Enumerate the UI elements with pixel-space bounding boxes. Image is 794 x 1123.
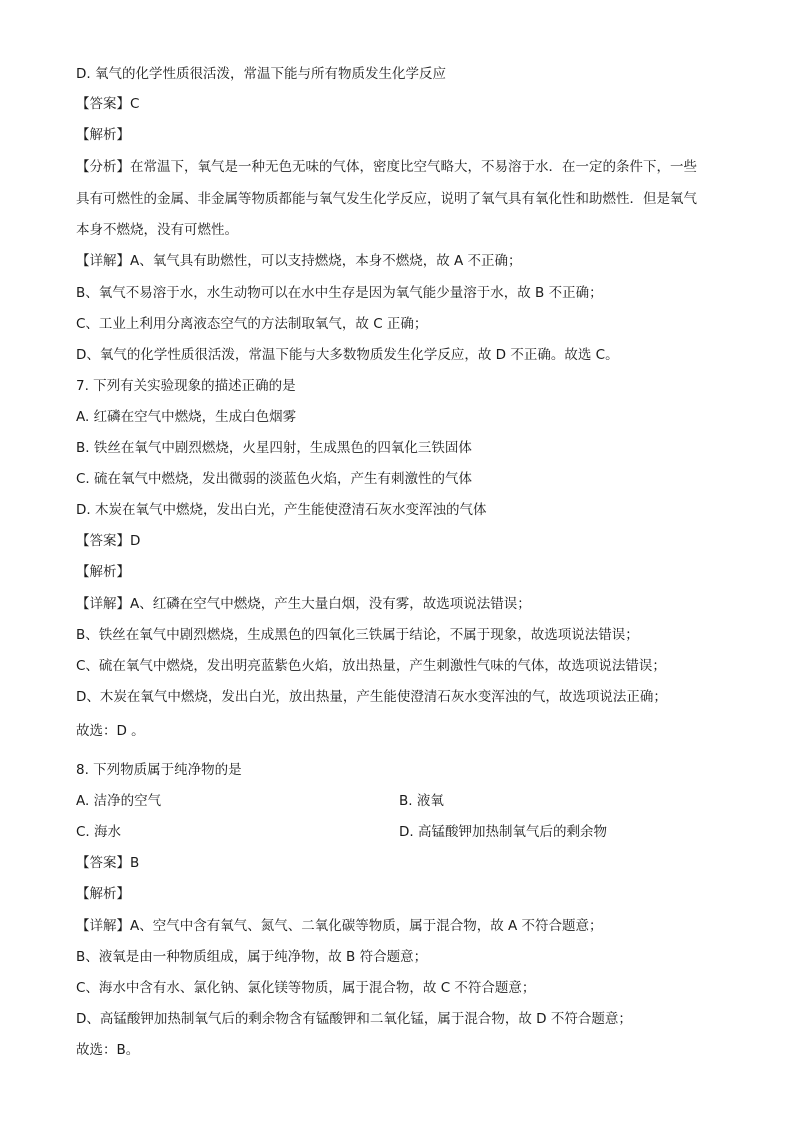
q8-detail-a [76,916,603,936]
answer-value: D [130,533,141,549]
q6-fenxi-line-3: 本身不燃烧，没有可燃性。 [76,222,238,238]
detail-text: A、空气中含有氧气、氮气、二氧化碳等物质，属于混合物，故 A 不符合题意； [130,918,603,934]
detail-text: A、红磷在空气中燃烧，产生大量白烟，没有雾，故选项说法错误； [130,596,531,612]
q7-option-c: C. 硫在氧气中燃烧，发出微弱的淡蓝色火焰，产生有刺激性的气体 [76,471,473,487]
q8-stem: 8. 下列物质属于纯净物的是 [76,762,242,778]
q6-option-d: D. 氧气的化学性质很活泼，常温下能与所有物质发生化学反应 [76,66,446,82]
q8-analysis-tag: 【解析】 [76,886,130,902]
answer-tag: 【答案】 [76,855,130,871]
fenxi-text: 在常温下，氧气是一种无色无味的气体，密度比空气略大，不易溶于水．在一定的条件下，一些 [130,159,697,175]
q8-conclusion: 故选：B。 [76,1042,140,1058]
answer-value: C [130,96,140,112]
detail-text: A、氧气具有助燃性，可以支持燃烧，本身不燃烧，故 A 不正确； [130,253,522,269]
fenxi-tag: 【分析】 [76,159,130,175]
q7-conclusion: 故选：D 。 [76,723,145,739]
detail-tag: 【详解】 [76,253,130,269]
q6-answer [76,94,139,114]
q7-detail-c: C、硫在氧气中燃烧，发出明亮蓝紫色火焰，放出热量，产生刺激性气味的气体，故选项说法错误； [76,658,666,674]
q7-stem: 7. 下列有关实验现象的描述正确的是 [76,378,296,394]
q6-detail-a [76,251,522,271]
answer-tag: 【答案】 [76,533,130,549]
q7-detail-b: B、铁丝在氧气中剧烈燃烧，生成黑色的四氧化三铁属于结论，不属于现象，故选项说法错误； [76,627,639,643]
q7-detail-d: D、木炭在氧气中燃烧，发出白光，放出热量，产生能使澄清石灰水变浑浊的气，故选项说法正确； [76,689,667,705]
answer-value: B [130,855,140,871]
q7-analysis-tag: 【解析】 [76,564,130,580]
q7-answer [76,531,140,551]
q6-fenxi-line-1 [76,157,697,177]
q6-detail-d: D、氧气的化学性质很活泼，常温下能与大多数物质发生化学反应，故 D 不正确。故选 C。 [76,347,619,363]
q8-option-d: D. 高锰酸钾加热制氧气后的剩余物 [399,824,607,840]
q8-option-b: B. 液氧 [399,793,444,809]
q6-fenxi-line-2: 具有可燃性的金属、非金属等物质都能与氧气发生化学反应，说明了氧气具有氧化性和助燃性．但是氧气 [76,191,697,207]
q6-detail-c: C、工业上利用分离液态空气的方法制取氧气，故 C 正确； [76,316,428,332]
q8-detail-c: C、海水中含有水、氯化钠、氯化镁等物质，属于混合物，故 C 不符合题意； [76,980,536,996]
q6-detail-b: B、氧气不易溶于水，水生动物可以在水中生存是因为氧气能少量溶于水，故 B 不正确； [76,285,603,301]
q8-answer [76,853,139,873]
q6-analysis-tag: 【解析】 [76,127,130,143]
detail-tag: 【详解】 [76,596,130,612]
q8-detail-d: D、高锰酸钾加热制氧气后的剩余物含有锰酸钾和二氧化锰，属于混合物，故 D 不符合题意； [76,1011,632,1027]
q8-option-c: C. 海水 [76,824,122,840]
answer-tag: 【答案】 [76,96,130,112]
q7-option-b: B. 铁丝在氧气中剧烈燃烧，火星四射，生成黑色的四氧化三铁固体 [76,440,472,456]
detail-tag: 【详解】 [76,918,130,934]
q7-option-a: A. 红磷在空气中燃烧，生成白色烟雾 [76,409,297,425]
q7-option-d: D. 木炭在氧气中燃烧，发出白光，产生能使澄清石灰水变浑浊的气体 [76,502,487,518]
q7-detail-a [76,594,531,614]
q8-detail-b: B、液氧是由一种物质组成，属于纯净物，故 B 符合题意； [76,949,428,965]
q8-option-a: A. 洁净的空气 [76,793,162,809]
